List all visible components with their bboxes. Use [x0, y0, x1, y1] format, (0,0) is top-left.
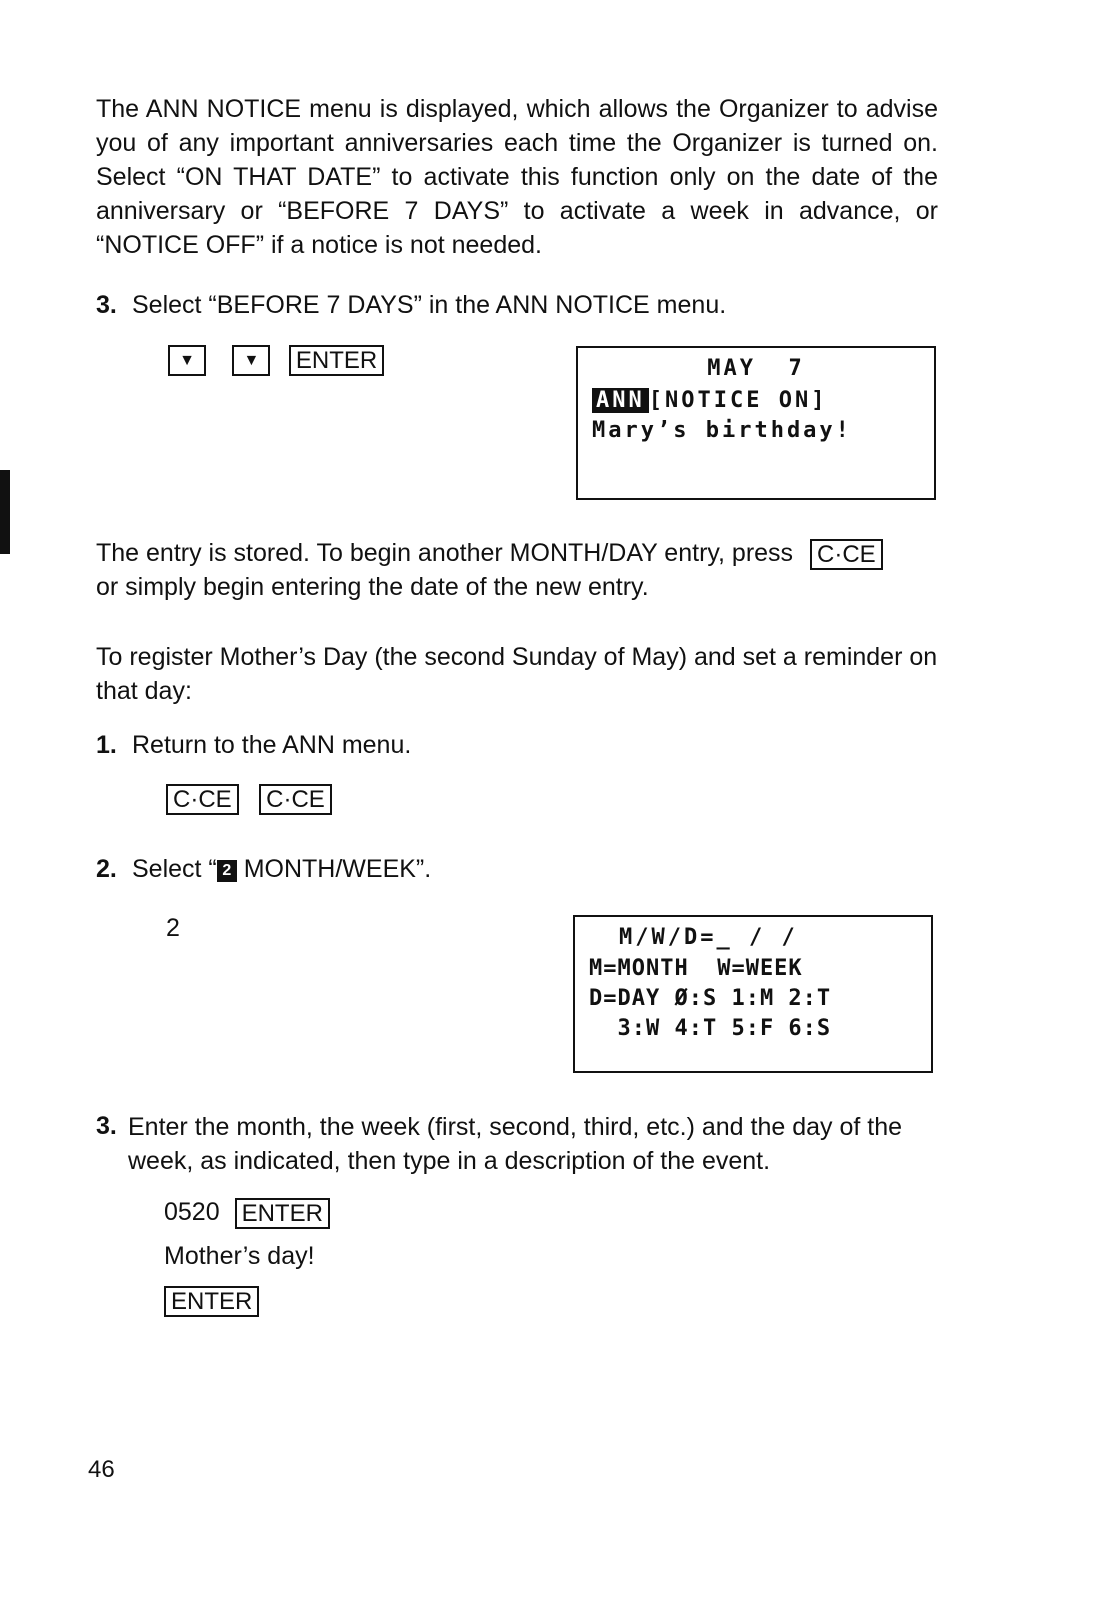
stored-text-continued: or simply begin entering the date of the new entry.: [96, 573, 649, 601]
step-number: 2.: [96, 855, 117, 883]
menu-number-badge: 2: [217, 860, 237, 882]
step-number: 3.: [96, 1112, 117, 1140]
lcd-display-notice: [576, 346, 936, 500]
cce-key: C·CE: [166, 784, 239, 815]
lcd-legend-month-week: M=MONTH W=WEEK: [589, 956, 803, 981]
intro-paragraph: The ANN NOTICE menu is displayed, which allows the Organizer to advise you of any important anniversaries each time the Organizer is turned on. Select “ON THAT DATE” to activate this function only on the date of the anniversary or “BEFORE 7 DAYS” to activate a week in advance, or “NOTICE OFF” if a notice is not needed.: [96, 95, 938, 259]
down-arrow-key-icon: ▼: [168, 345, 206, 376]
step-text: Select “BEFORE 7 DAYS” in the ANN NOTICE menu.: [132, 291, 727, 319]
mothers-day-intro: To register Mother’s Day (the second Sunday of May) and set a reminder on that day:: [96, 643, 938, 705]
step-number: 3.: [96, 291, 117, 319]
entry-description: Mother’s day!: [164, 1242, 315, 1270]
entry-stored-paragraph: [96, 536, 938, 604]
ann-highlight: ANN: [592, 388, 649, 413]
step-number: 1.: [96, 731, 117, 759]
lcd-mwd-prompt: M/W/D=_ / /: [619, 925, 798, 950]
lcd-display-month-week: [573, 915, 933, 1073]
down-arrow-key-icon: ▼: [232, 345, 270, 376]
input-key-2: 2: [166, 914, 180, 942]
key-sequence-b: [166, 784, 332, 815]
entry-code-line: [164, 1196, 330, 1229]
enter-key: ENTER: [164, 1286, 259, 1317]
entry-code: 0520: [164, 1198, 220, 1226]
step-text: Return to the ANN menu.: [132, 731, 412, 759]
page-number: 46: [88, 1456, 115, 1483]
stored-text: The entry is stored. To begin another MONTH/DAY entry, press: [96, 539, 794, 567]
step-select-month-week: [96, 853, 431, 885]
enter-key: ENTER: [289, 345, 384, 376]
enter-key: ENTER: [235, 1198, 330, 1229]
notice-status: [NOTICE ON]: [648, 388, 828, 413]
step-return-ann-menu: [96, 729, 411, 761]
entry-enter-line: [164, 1286, 259, 1317]
lcd-notice-line: [592, 386, 827, 416]
cce-key: C·CE: [810, 539, 883, 570]
step-text-suffix: MONTH/WEEK”.: [236, 855, 432, 883]
step-text: Enter the month, the week (first, second, third, etc.) and the day of the week, as indicated, then type in a description of the event.: [128, 1113, 903, 1175]
step-text: Select “: [132, 855, 217, 883]
cce-key: C·CE: [259, 784, 332, 815]
step-select-before-7-days: [96, 289, 726, 321]
lcd-legend-days-1: D=DAY Ø:S 1:M 2:T: [589, 986, 832, 1011]
step-enter-month-week-day: [96, 1110, 938, 1178]
key-sequence-a: [168, 345, 384, 376]
section-tab-marker: [0, 470, 10, 554]
lcd-description: Mary’s birthday!: [592, 418, 852, 443]
lcd-date: MAY 7: [707, 356, 805, 381]
lcd-legend-days-2: 3:W 4:T 5:F 6:S: [589, 1016, 832, 1041]
